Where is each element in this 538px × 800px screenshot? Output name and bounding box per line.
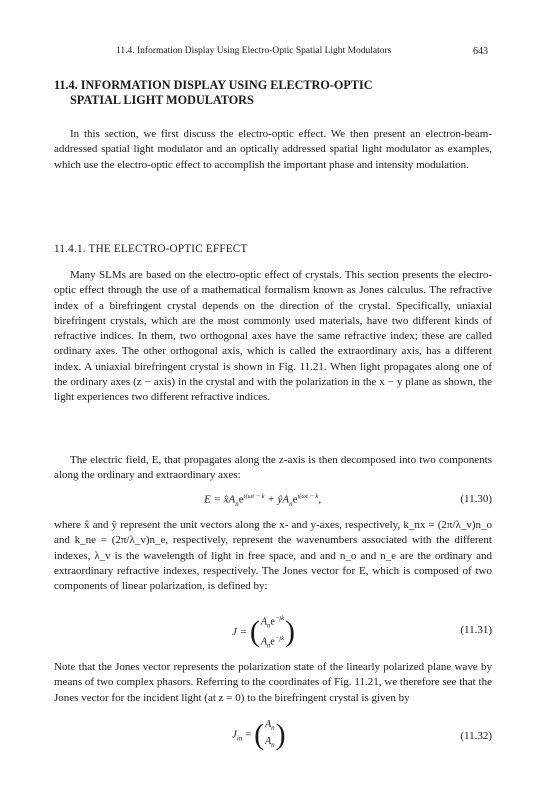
subsection-title: THE ELECTRO-OPTIC EFFECT — [88, 243, 248, 255]
equation-number-11-30: (11.30) — [460, 493, 492, 505]
paragraph-electric-field: The electric field, E, that propagates along the z-axis is then decomposed into two components along the ordinary and extraordinary axes: — [54, 454, 492, 482]
equation-11-32-body: $J_{in}$ = ( $A_n$ $A_n$ ) — [232, 718, 286, 751]
jones-vector-row2: $A_ne^{-jk}$ — [260, 635, 284, 650]
paragraph-wavenumbers: where x̂ and ŷ represent the unit vectors along the x- and y-axes, respectively, k_nx = (2π/λ_v)n_o and k_ne = (2π/λ_v)n_e, respectively, represent the wavenumbers associated with the different indexes, λ_v is the wavelength of light in free space, and and n_o and n_e are the ordinary and extraordinary refractive indexes, respectively. The Jones vector for E, which is composed of two components of linear polarization, is defined by: — [54, 519, 492, 593]
equation-11-32 — [54, 718, 492, 754]
subsection-heading — [54, 243, 247, 255]
equation-11-30 — [54, 493, 492, 511]
section-title-line1: INFORMATION DISPLAY USING ELECTRO-OPTIC — [80, 78, 373, 92]
page-number: 643 — [473, 46, 488, 57]
section-number: 11.4. — [54, 78, 78, 92]
running-head-title: 11.4. Information Display Using Electro-Optic Spatial Light Modulators — [116, 46, 392, 56]
section-title-line2: SPATIAL LIGHT MODULATORS — [70, 93, 254, 107]
jones-vector: ( $A_ne^{-jk}$ $A_ne^{-jk}$ ) — [250, 612, 295, 653]
incident-jones-vector: ( $A_n$ $A_n$ ) — [254, 718, 286, 751]
equation-11-31-body: J = ( $A_ne^{-jk}$ $A_ne^{-jk}$ ) — [232, 612, 295, 653]
equation-11-30-body: $E = x̂A_ne^{i(\omega t - k}$ + $ŷA_ne^{i(\omega t - k}$, — [204, 493, 322, 508]
running-head — [0, 46, 538, 60]
incident-vector-row1: $A_n$ — [265, 719, 275, 732]
paragraph-jones-vector: Note that the Jones vector represents the polarization state of the linearly polarized plane wave by means of two complex phasors. Referring to the coordinates of Fig. 11.21, we therefore see that the Jones vector for the incident light (at z = 0) to the birefringent crystal is given by — [54, 661, 492, 704]
incident-vector-row2: $A_n$ — [265, 736, 275, 749]
subsection-number: 11.4.1. — [54, 243, 86, 255]
jones-vector-row1: $A_ne^{-jk}$ — [260, 615, 284, 630]
section-heading — [54, 78, 484, 108]
intro-paragraph: In this section, we first discuss the electro-optic effect. We then present an electron-beam-addressed spatial light modulator and an optically addressed spatial light modulator as examples, which use the electro-optic effect to accomplish the important phase and intensity modulation. — [54, 128, 492, 171]
equation-number-11-31: (11.31) — [460, 624, 492, 636]
paragraph-electro-optic: Many SLMs are based on the electro-optic effect of crystals. This section presents the electro-optic effect through the use of a mathematical formalism known as Jones calculus. The refractive index of a birefringent crystal depends on the direction of the crystal. Specifically, uniaxial birefringent crystals, which are the most commonly used materials, have two different kinds of refractive indices. In them, two orthogonal axes have the same refractive index; these are called ordinary axes. The other orthogonal axis, which is called the extraordinary axis, has a different index. A uniaxial birefringent crystal is shown in Fig. 11.21. When light propagates along one of the ordinary axes (z − axis) in the crystal and with the polarization in the x − y plane as shown, the light experiences two different refractive indices. — [54, 269, 492, 404]
equation-11-31 — [54, 612, 492, 648]
equation-number-11-32: (11.32) — [460, 730, 492, 742]
